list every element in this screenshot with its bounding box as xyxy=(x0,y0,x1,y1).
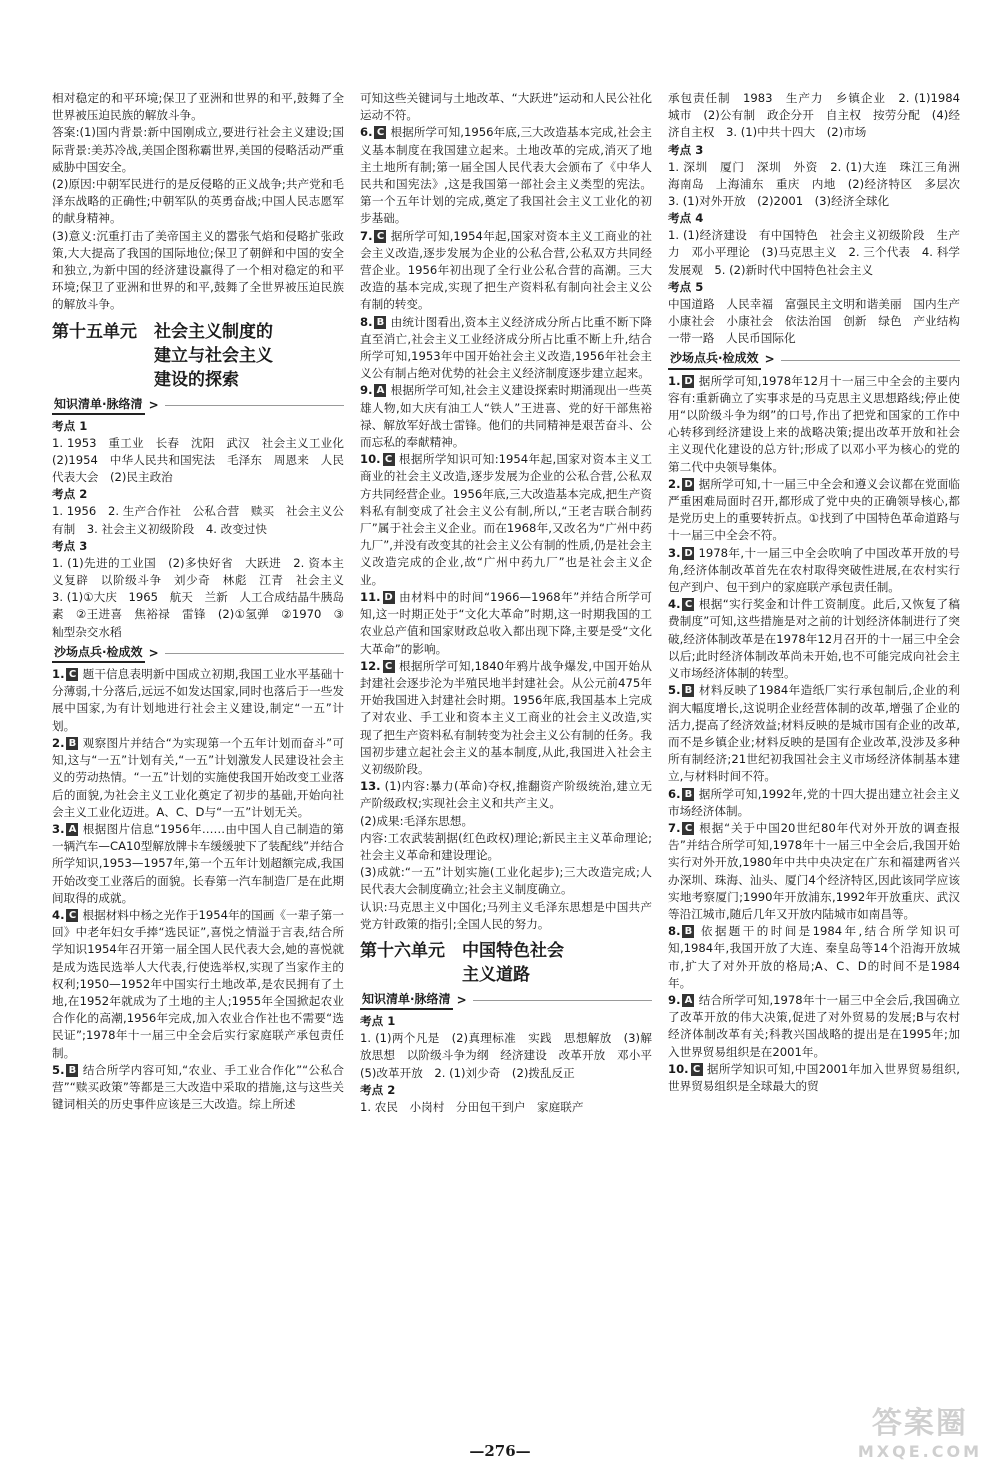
answer-item: 1. C 题干信息表明新中国成立初期,我国工业水平基础十分薄弱,十分落后,远远不如发达国家,同时也落后于一些发展中国家,为有计划地进行社会主义建设,制定“一五”计划。 xyxy=(52,667,344,733)
section-label: 知识清单·脉络清 xyxy=(360,991,453,1010)
answer-item: 6. C 根据所学可知,1956年底,三大改造基本完成,社会主义基本制度在我国建立起来。土地改革的完成,消灭了地主土地所有制;第一届全国人民代表大会颁布了《中华人民共和国宪法》,这是我国第一部社会主义类型的宪法。第一个五年计划的完成,奠定了我国社会主义工业化的初步基础。 xyxy=(360,125,652,226)
divider xyxy=(473,1000,652,1001)
text-paragraph: (3)意义:沉重打击了美帝国主义的嚣张气焰和侵略扩张政策,大大提高了我国的国际地位;保卫了朝鲜和中国的安全和独立,为新中国的经济建设赢得了一个相对稳定的和平环境;保卫了亚洲和世界的和平,鼓舞了全世界被压迫民族的解放斗争。 xyxy=(52,228,344,312)
kaodian-text: 1. 1956 2. 生产合作社 公私合营 赎买 社会主义公有制 3. 社会主义初级阶段 4. 改变过快 xyxy=(52,504,344,536)
kaodian-text: 1. 1953 重工业 长春 沈阳 武汉 社会主义工业化 (2)1954 中华人民共和国宪法 毛泽东 周恩来 人民代表大会 (2)民主政治 xyxy=(52,435,356,485)
answer-item: 10. C 据所学知识可知,中国2001年加入世界贸易组织,世界贸易组织是全球最大的贸 xyxy=(668,1061,960,1093)
kaodian-heading: 考点 3 xyxy=(668,142,704,157)
kaodian-text: 1. (1)经济建设 有中国特色 社会主义初级阶段 生产力 邓小平理论 (3)马克思主义 2. 三个代表 4. 科学发展观 5. (2)新时代中国特色社会主义 xyxy=(668,228,960,277)
kaodian-text: 1. (1)先进的工业国 (2)多快好省 大跃进 2. 资本主义复辟 以阶级斗争 刘少奇 林彪 江青 社会主义 3. (1)①大庆 1965 航天 兰新 人工合成结晶牛胰岛素 ②王进喜 焦裕禄 雷锋 (2)①氢弹 ②1970 ③籼型杂交水稻 xyxy=(52,555,356,639)
column-3 xyxy=(668,90,972,1430)
answer-item: 13. (1)内容:暴力(革命)夺权,推翻资产阶级统治,建立无产阶级政权;实现社会主义和共产主义。 (2)成果:毛泽东思想。 内容:工农武装割据(红色政权)理论;新民主主义革命理论;社会主义革命和建设理论。 (3)成就:“一五”计划实施(工业化起步);三大改造完成;人民代表大会制度确立;社会主义制度确立。 认识:马克思主义中国化;马列主义毛泽东思想是中国共产党方针政策的指引;全国人民的努力。 xyxy=(360,779,653,931)
chevron-right-icon: > xyxy=(456,992,467,1007)
answer-item: 2. D 据所学可知,十一届三中全会和遵义会议都在党面临严重困难局面时召开,都形成了党中央的正确领导核心,都是党历史上的重要转折点。①找到了中国特色革命道路与十一届三中全会不符。 xyxy=(668,476,960,543)
section-header xyxy=(52,396,344,415)
divider xyxy=(781,360,960,361)
column-1 xyxy=(52,90,356,1430)
kaodian-text: 中国道路 人民幸福 富强民主文明和谐美丽 国内生产 小康社会 小康社会 依法治国 创新 绿色 产业结构 一带一路 人民币国际化 xyxy=(668,296,972,346)
watermark-logo xyxy=(858,1398,982,1461)
kaodian-heading: 考点 3 xyxy=(52,538,88,553)
chevron-right-icon: > xyxy=(764,352,775,367)
watermark-text: 答案圈 xyxy=(871,1406,968,1441)
answer-item: 9. A 结合所学可知,1978年十一届三中全会后,我国确立了改革开放的伟大决策,促进了对外贸易的发展;B与农村经济体制改革有关;科教兴国战略的提出是在1995年;加入世界贸易组织是在2001年。 xyxy=(668,992,960,1059)
answer-item: 3. D 1978年,十一届三中全会吹响了中国改革开放的号角,经济体制改革首先在农村取得突破性进展,在农村实行包产到户、包干到户的家庭联产承包责任制。 xyxy=(668,545,960,595)
answer-item: 7. C 据所学可知,1954年起,国家对资本主义工商业的社会主义改造,逐步发展为企业的公私合营,公私双方共同经营企业。1956年初出现了全行业公私合营的高潮。三大改造的基本完成,实现了把生产资料私有制向社会主义公有制的转变。 xyxy=(360,228,652,312)
answer-item: 可知这些关键词与土地改革、“大跃进”运动和人民公社化运动不符。 xyxy=(360,91,652,123)
answer-item: 12. C 根据所学可知,1840年鸦片战争爆发,中国开始从封建社会逐步沦为半殖民地半封建社会。从公元前475年开始我国进入封建社会时期。1956年底,我国基本上完成了对农业、手工业和资本主义工商业的社会主义改造,实现了把生产资料私有制转变为社会主义公有制的任务。我国初步建立起社会主义的基本制度,从此,我国进入社会主义初级阶段。 xyxy=(360,658,652,776)
answer-item: 7. C 根据“关于中国20世纪80年代对外开放的调查报告”并结合所学可知,1978年十一届三中全会后,我国开始实行对外开放,1980年中共中央决定在广东和福建两省兴办深圳、珠海、汕头、厦门4个经济特区,因此该同学应该实地考察厦门;1990年开放浦东,1992年开放重庆、武汉等沿江城市,随后几年又开放内陆城市如南昌等。 xyxy=(668,820,960,921)
kaodian-text: 1. 深圳 厦门 深圳 外资 2. (1)大连 珠江三角洲 海南岛 上海浦东 重庆 内地 (2)经济特区 多层次 3. (1)对外开放 (2)2001 (3)经济全球化 xyxy=(668,159,972,209)
kaodian-heading: 考点 2 xyxy=(360,1082,396,1097)
answer-item: 4. C 根据材料中杨之光作于1954年的国画《一辈子第一回》中老年妇女手捧“选民证”,喜悦之情溢于言表,结合所学知识1954年召开第一届全国人民代表大会,她的喜悦就是成为选民选举人大代表,行使选举权,实现了当家作主的权利;1950—1952年中国实行土地改革,是农民拥有了土地,在1952年就成为了土地的主人;1955年全国掀起农业合作化的高潮,1956年完成,加入农业合作社也不需要“选民证”;1978年十一届三中全会后实行家庭联产承包责任制。 xyxy=(52,907,344,1060)
answer-item: 6. B 据所学可知,1992年,党的十四大提出建立社会主义市场经济体制。 xyxy=(668,786,960,818)
unit-15-title: 第十五单元 社会主义制度的 建立与社会主义 建设的探索 xyxy=(52,321,273,390)
answer-item: 5. B 材料反映了1984年造纸厂实行承包制后,企业的利润大幅度增长,这说明企业经营体制的改革,增强了企业的活力,提高了经济效益;材料反映的是城市国有企业的改革,而不是乡镇企业;材料反映的是国有企业改革,没涉及多种所有制经济;21世纪初我国社会主义市场经济体制基本建立,与材料时间不符。 xyxy=(668,683,960,784)
section-label: 沙场点兵·检成效 xyxy=(52,644,145,663)
answer-item: 3. A 根据图片信息“1956年……由中国人自己制造的第一辆汽车—CA10型解放牌卡车缓缓驶下了装配线”并结合所学知识,1953—1957年,第一个五年计划超额完成,我国开始改变工业落后的面貌。长春第一汽车制造厂是在此期间取得的成就。 xyxy=(52,821,344,905)
divider xyxy=(165,653,344,654)
section-label: 知识清单·脉络清 xyxy=(52,396,145,415)
answer-item: 10. C 根据所学知识可知:1954年起,国家对资本主义工商业的社会主义改造,逐步发展为企业的公私合营,公私双方共同经营企业。1956年底,三大改造基本完成,把生产资料私有制变成了社会主义公有制,所以,“王老吉联合制药厂”属于社会主义企业。而在1968年,又改名为“广州中药九厂”,并没有改变其的社会主义公有制的性质,仍是社会主义改造完成的企业,故“广州中药九厂”也是社会主义企业。 xyxy=(360,452,652,587)
chevron-right-icon: > xyxy=(148,645,159,660)
answer-item: 11. D 由材料中的时间“1966—1968年”并结合所学可知,这一时期正处于“文化大革命”时期,这一时期我国的工农业总产值和国家财政总收入都出现下降,主要是受“文化大革命”的影响。 xyxy=(360,589,652,656)
kaodian-text: 承包责任制 1983 生产力 乡镇企业 2. (1)1984 城市 (2)公有制 政企分开 自主权 按劳分配 (4)经济自主权 3. (1)中共十四大 (2)市场 xyxy=(668,91,972,140)
section-header xyxy=(360,991,652,1010)
section-header xyxy=(668,350,960,369)
divider xyxy=(165,405,344,406)
kaodian-heading: 考点 1 xyxy=(360,1014,396,1029)
page-number: —276— xyxy=(469,1442,531,1460)
kaodian-text: 1. (1)两个凡是 (2)真理标准 实践 思想解放 (3)解放思想 以阶级斗争为纲 经济建设 改革开放 邓小平 (5)改革开放 2. (1)刘少奇 (2)拨乱反正 xyxy=(360,1031,664,1080)
kaodian-heading: 考点 4 xyxy=(668,211,704,226)
kaodian-heading: 考点 2 xyxy=(52,487,88,502)
answer-item: 5. B 结合所学内容可知,“农业、手工业合作化”“公私合营”“赎买政策”等都是三大改造中采取的措施,这与这些关键词相关的历史事件应该是三大改造。综上所述 xyxy=(52,1062,344,1112)
kaodian-heading: 考点 5 xyxy=(668,279,704,294)
answer-paragraph: 答案:(1)国内背景:新中国刚成立,要进行社会主义建设;国际背景:美苏冷战,美国企图称霸世界,美国的侵略活动严重威胁中国安全。 xyxy=(52,125,344,174)
kaodian-text: 1. 农民 小岗村 分田包干到户 家庭联产 xyxy=(360,1099,584,1114)
page-body xyxy=(52,90,972,1430)
answer-item: 1. D 据所学可知,1978年12月十一届三中全会的主要内容有:重新确立了实事求是的马克思主义思想路线;停止使用“以阶级斗争为纲”的口号,作出了把党和国家的工作中心转移到经济建设上来的战略决策;提出改革开放和社会主义现代化建设的总方针;形成了以邓小平为核心的党的第二代中央领导集体。 xyxy=(668,373,960,474)
answer-item: 8. B 由统计图看出,资本主义经济成分所占比重不断下降直至消亡,社会主义工业经济成分所占比重不断上升,结合所学可知,1953年中国开始社会主义改造,1956年社会主义公有制占绝对优势的社会主义经济制度逐步建立起来。 xyxy=(360,314,652,381)
kaodian-heading: 考点 1 xyxy=(52,418,88,433)
answer-item: 9. A 根据所学可知,社会主义建设探索时期涌现出一些英雄人物,如大庆有油工人“铁人”王进喜、党的好干部焦裕禄、解放军好战士雷锋。他们的共同精神是艰苦奋斗、公而忘私的奉献精神。 xyxy=(360,383,652,450)
answer-item: 2. B 观察图片并结合“为实现第一个五年计划而奋斗”可知,这与“一五”计划有关,“一五”计划激发人民建设社会主义的劳动热情。“一五”计划的实施使我国开始改变工业落后的面貌,为社会主义工业化奠定了初步的基础,开始向社会主义工业化迈进。A、C、D与“一五”计划无关。 xyxy=(52,735,344,819)
section-label: 沙场点兵·检成效 xyxy=(668,350,761,369)
chevron-right-icon: > xyxy=(148,397,159,412)
text-paragraph: 相对稳定的和平环境;保卫了亚洲和世界的和平,鼓舞了全世界被压迫民族的解放斗争。 xyxy=(52,91,344,123)
answer-item: 4. C 根据“实行奖金和计件工资制度。此后,又恢复了稿费制度”可知,这些措施是对之前的计划经济体制进行了突破,经济体制改革是在1978年12月召开的十一届三中全会以后;此时经济体制改革尚未开始,也不可能完成向社会主义市场经济体制的转型。 xyxy=(668,597,960,681)
watermark-url: MXQE.COM xyxy=(857,1442,982,1461)
section-header xyxy=(52,644,344,663)
text-paragraph: (2)原因:中朝军民进行的是反侵略的正义战争;共产党和毛泽东战略的正确性;中朝军队的英勇奋战;中国人民志愿军的献身精神。 xyxy=(52,177,344,226)
column-2 xyxy=(360,90,664,1430)
answer-item: 8. B 依据题干的时间是1984年,结合所学知识可知,1984年,我国开放了大连、秦皇岛等14个沿海开放城市,扩大了对外开放的格局;A、C、D的时间不是1984年。 xyxy=(668,924,960,990)
unit-16-title: 第十六单元 中国特色社会 主义道路 xyxy=(360,940,564,985)
